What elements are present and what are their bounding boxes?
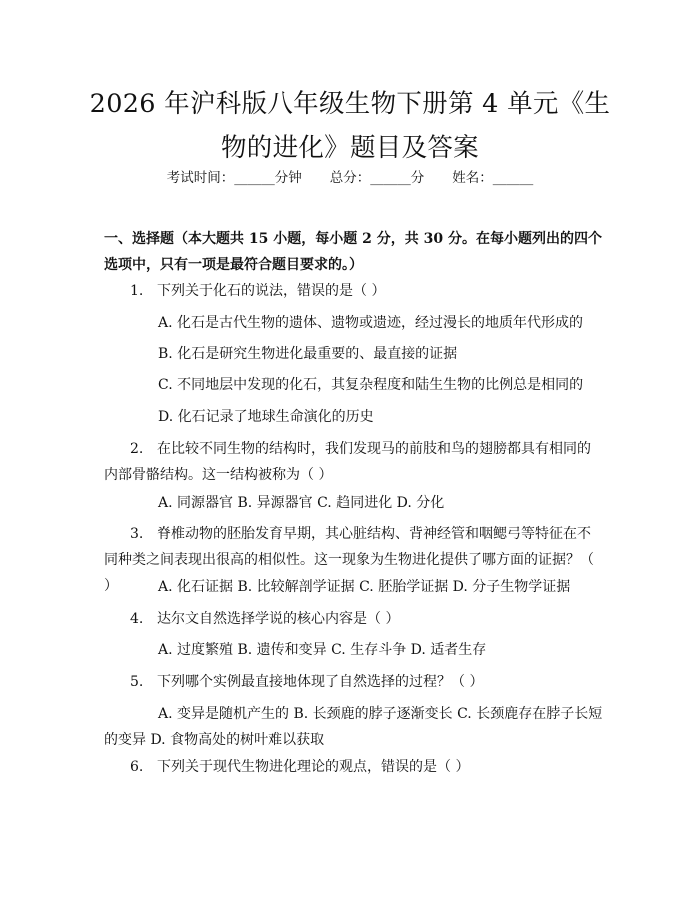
section-heading: 一、选择题（本大题共 15 小题，每小题 2 分，共 30 分。在每小题列出的四个选项中，只有一项是最符合题目要求的。） xyxy=(104,231,602,273)
options-line: A. 过度繁殖 B. 遗传和变异 C. 生存斗争 D. 适者生存 xyxy=(158,642,487,658)
question-6 xyxy=(104,754,604,780)
total-score-field: 总分：______分 xyxy=(329,170,425,186)
question-1 xyxy=(104,278,604,304)
document-title: 2026 年沪科版八年级生物下册第 4 单元《生物的进化》题目及答案 xyxy=(89,89,611,163)
question-number: 4. xyxy=(130,611,144,627)
option-a: A. 化石是古代生物的遗体、遗物或遗迹，经过漫长的地质年代形成的 xyxy=(158,315,584,331)
question-number: 3. xyxy=(130,526,144,542)
question-number: 5. xyxy=(130,674,144,690)
options-line: A. 化石证据 B. 比较解剖学证据 C. 胚胎学证据 D. 分子生物学证据 xyxy=(158,579,571,595)
question-text: 下列关于化石的说法，错误的是（ ） xyxy=(157,283,386,299)
question-text: 脊椎动物的胚胎发育早期，其心脏结构、背神经管和咽鳃弓等特征在不同种类之间表现出很高的相似性。这一现象为生物进化提供了哪方面的证据？（ ） xyxy=(104,526,594,594)
question-text: 下列关于现代生物进化理论的观点，错误的是（ ） xyxy=(157,759,470,775)
option-b: B. 化石是研究生物进化最重要的、最直接的证据 xyxy=(158,346,458,362)
question-2 xyxy=(104,436,604,488)
exam-info-line xyxy=(0,168,700,188)
option-d: D. 化石记录了地球生命演化的历史 xyxy=(158,409,374,425)
option-c: C. 不同地层中发现的化石，其复杂程度和陆生生物的比例总是相同的 xyxy=(158,377,584,393)
exam-time-field: 考试时间：______分钟 xyxy=(166,170,302,186)
question-5 xyxy=(104,669,604,695)
question-number: 6. xyxy=(130,759,144,775)
question-number: 2. xyxy=(130,441,144,457)
question-number: 1. xyxy=(130,283,144,299)
question-4 xyxy=(104,606,604,632)
student-name-field: 姓名：______ xyxy=(452,170,534,186)
options-line: A. 同源器官 B. 异源器官 C. 趋同进化 D. 分化 xyxy=(158,495,445,511)
question-text: 在比较不同生物的结构时，我们发现马的前肢和鸟的翅膀都具有相同的内部骨骼结构。这一结构被称为（ ） xyxy=(104,441,591,483)
question-text: 达尔文自然选择学说的核心内容是（ ） xyxy=(157,611,400,627)
options-line: A. 变异是随机产生的 B. 长颈鹿的脖子逐渐变长 C. 长颈鹿存在脖子长短的变异 D. 食物高处的树叶难以获取 xyxy=(104,706,603,748)
question-text: 下列哪个实例最直接地体现了自然选择的过程？（ ） xyxy=(157,674,484,690)
